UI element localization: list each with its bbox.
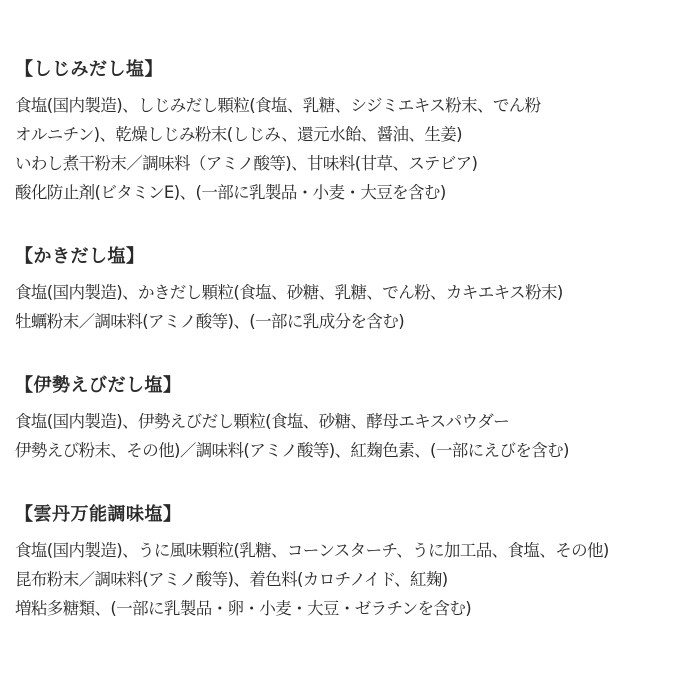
ingredient-line: いわし煮干粉末／調味料（アミノ酸等)、甘味料(甘草、ステビア) (15, 154, 478, 173)
ingredients-document (15, 56, 695, 659)
ingredient-line: 食塩(国内製造)、かきだし顆粒(食塩、砂糖、乳糖、でん粉、カキエキス粉末) (15, 283, 563, 302)
section-uni-bannou-choumi-shio (15, 501, 695, 623)
ingredient-line: オルニチン)、乾燥しじみ粉末(しじみ、還元水飴、醤油、生姜) (15, 125, 462, 144)
ingredient-line: 伊勢えび粉末、その他)／調味料(アミノ酸等)、紅麹色素、(一部にえびを含む) (15, 441, 569, 460)
ingredient-line: 食塩(国内製造)、しじみだし顆粒(食塩、乳糖、シジミエキス粉末、でん粉 (15, 96, 541, 115)
section-heading: 【かきだし塩】 (15, 246, 145, 267)
ingredient-line: 増粘多糖類、(一部に乳製品・卵・小麦・大豆・ゼラチンを含む) (15, 599, 472, 618)
section-shijimi-dashi-shio (15, 56, 695, 207)
ingredient-line: 昆布粉末／調味料(アミノ酸等)、着色料(カロチノイド、紅麹) (15, 570, 448, 589)
ingredient-line: 食塩(国内製造)、伊勢えびだし顆粒(食塩、砂糖、酵母エキスパウダー (15, 412, 510, 431)
ingredient-line: 食塩(国内製造)、うに風味顆粒(乳糖、コーンスターチ、うに加工品、食塩、その他) (15, 541, 609, 560)
section-heading: 【しじみだし塩】 (15, 59, 163, 80)
section-heading: 【伊勢えびだし塩】 (15, 375, 182, 396)
ingredient-line: 酸化防止剤(ビタミンE)、(一部に乳製品・小麦・大豆を含む) (15, 183, 446, 202)
section-iseebi-dashi-shio (15, 372, 695, 465)
section-heading: 【雲丹万能調味塩】 (15, 504, 182, 525)
section-kaki-dashi-shio (15, 243, 695, 336)
ingredient-line: 牡蠣粉末／調味料(アミノ酸等)、(一部に乳成分を含む) (15, 312, 405, 331)
